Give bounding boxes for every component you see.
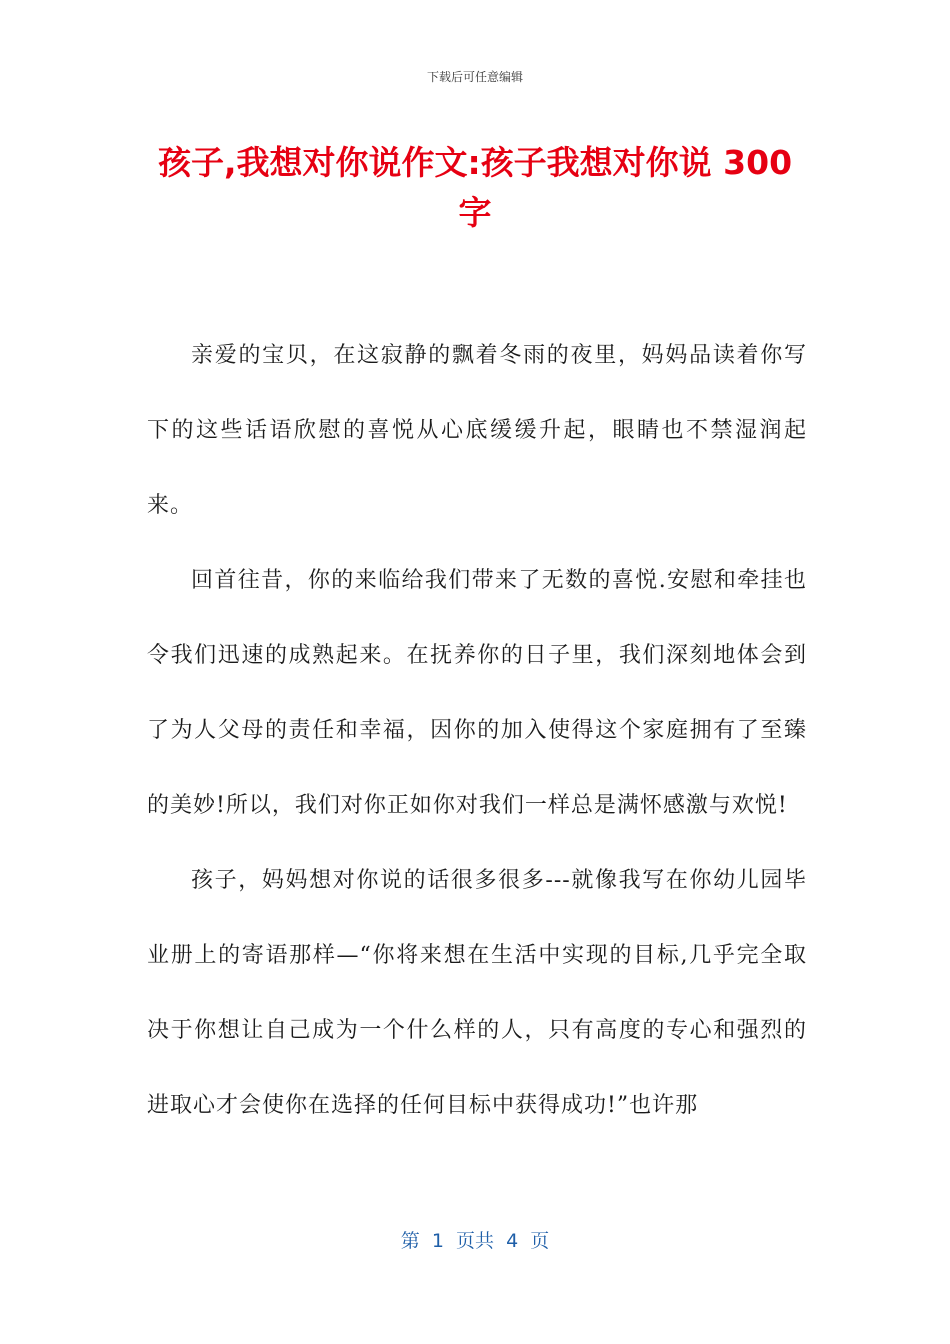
document-title: 孩子,我想对你说作文:孩子我想对你说 300 字: [157, 143, 793, 232]
article-body: [147, 318, 807, 1143]
paragraph-3: 孩子，妈妈想对你说的话很多很多---就像我写在你幼儿园毕业册上的寄语那样—“你将来想在生活中实现的目标,几乎完全取决于你想让自己成为一个什么样的人，只有高度的专心和强烈的进取心才会使你在选择的任何目标中获得成功!”也许那: [147, 868, 807, 1118]
header-note: 下载后可任意编辑: [426, 70, 523, 84]
page-footer: 第 1 页共 4 页: [400, 1230, 550, 1252]
paragraph-1: 亲爱的宝贝，在这寂静的飘着冬雨的夜里，妈妈品读着你写下的这些话语欣慰的喜悦从心底缓缓升起，眼睛也不禁湿润起来。: [147, 343, 807, 518]
paragraph-2: 回首往昔，你的来临给我们带来了无数的喜悦.安慰和牵挂也令我们迅速的成熟起来。在抚养你的日子里，我们深刻地体会到了为人父母的责任和幸福，因你的加入使得这个家庭拥有了至臻的美妙!所以，我们对你正如你对我们一样总是满怀感激与欢悦!: [147, 568, 807, 818]
